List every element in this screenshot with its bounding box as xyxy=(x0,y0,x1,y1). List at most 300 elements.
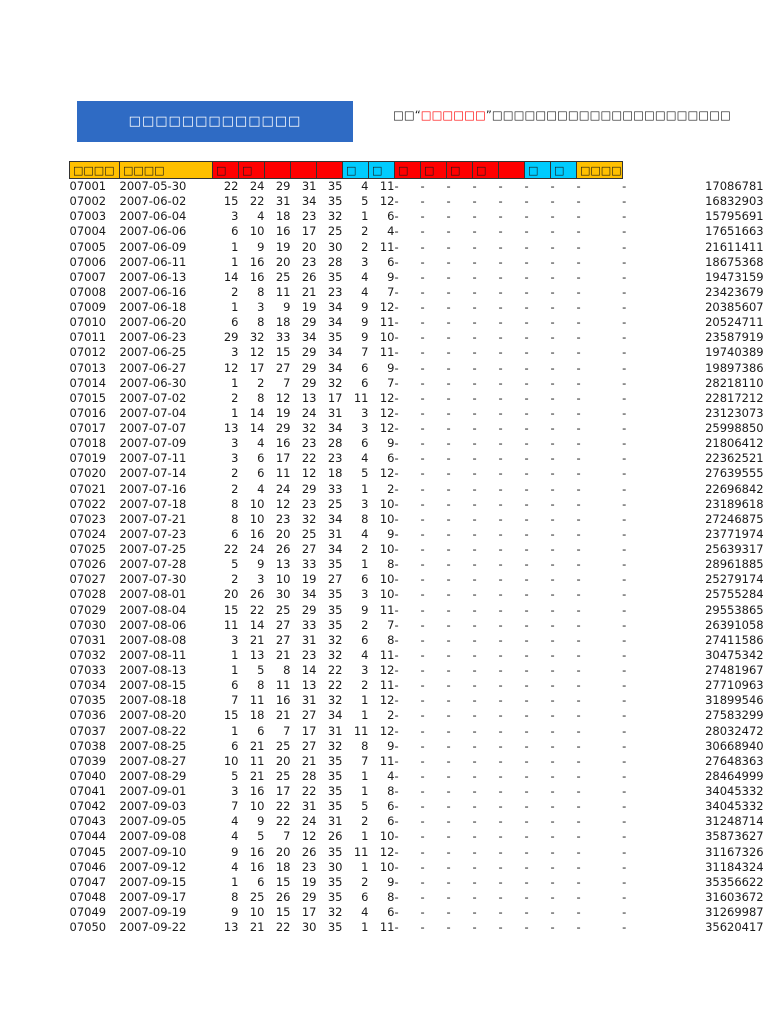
empty-marker-cell: - xyxy=(446,330,451,345)
draw-date-cell: 2007-09-01 xyxy=(119,784,187,799)
empty-marker-cell: - xyxy=(498,511,503,526)
issue-number-cell: 07037 xyxy=(69,723,107,738)
empty-marker-cell: - xyxy=(472,224,477,239)
back-number-cell: 8 xyxy=(361,511,369,526)
back-number-cell: 4 xyxy=(361,269,369,284)
back-number-cell: 1 xyxy=(361,209,369,224)
sales-amount-cell: 27481967 xyxy=(705,663,764,678)
empty-marker-cell: - xyxy=(576,874,581,889)
back-number-cell: 10 xyxy=(379,330,395,345)
header-cell: □ xyxy=(343,162,369,179)
empty-marker-cell: - xyxy=(550,647,555,662)
front-number-cell: 32 xyxy=(327,647,343,662)
empty-marker-cell: - xyxy=(622,693,627,708)
empty-marker-cell: - xyxy=(446,905,451,920)
front-number-cell: 29 xyxy=(223,330,239,345)
empty-marker-cell: - xyxy=(622,421,627,436)
table-row xyxy=(70,194,764,209)
back-number-cell: 3 xyxy=(361,587,369,602)
empty-marker-cell: - xyxy=(576,572,581,587)
issue-number-cell: 07021 xyxy=(69,481,107,496)
empty-marker-cell: - xyxy=(420,421,425,436)
sales-amount-cell: 28218110 xyxy=(705,375,764,390)
empty-marker-cell: - xyxy=(576,224,581,239)
empty-marker-cell: - xyxy=(498,194,503,209)
sales-amount-cell: 22817212 xyxy=(705,390,764,405)
front-number-cell: 17 xyxy=(301,224,317,239)
front-number-cell: 13 xyxy=(223,421,239,436)
sales-amount-cell: 17086781 xyxy=(705,178,764,193)
empty-marker-cell: - xyxy=(498,254,503,269)
empty-marker-cell: - xyxy=(622,224,627,239)
empty-marker-cell: - xyxy=(550,360,555,375)
draw-date-cell: 2007-07-11 xyxy=(119,451,187,466)
sales-amount-cell: 34045332 xyxy=(705,799,764,814)
issue-number-cell: 07026 xyxy=(69,557,107,572)
empty-marker-cell: - xyxy=(498,224,503,239)
sales-amount-cell: 25639317 xyxy=(705,542,764,557)
front-number-cell: 8 xyxy=(283,663,291,678)
empty-marker-cell: - xyxy=(550,799,555,814)
front-number-cell: 24 xyxy=(301,405,317,420)
empty-marker-cell: - xyxy=(524,753,529,768)
empty-marker-cell: - xyxy=(498,889,503,904)
front-number-cell: 31 xyxy=(327,814,343,829)
empty-marker-cell: - xyxy=(622,723,627,738)
empty-marker-cell: - xyxy=(420,330,425,345)
table-row xyxy=(70,648,764,663)
front-number-cell: 13 xyxy=(249,647,265,662)
table-row xyxy=(70,845,764,860)
empty-marker-cell: - xyxy=(524,315,529,330)
front-number-cell: 33 xyxy=(301,617,317,632)
sales-amount-cell: 23189618 xyxy=(705,496,764,511)
back-number-cell: 9 xyxy=(387,738,395,753)
empty-marker-cell: - xyxy=(394,405,399,420)
draw-date-cell: 2007-09-03 xyxy=(119,799,187,814)
back-number-cell: 2 xyxy=(361,239,369,254)
empty-marker-cell: - xyxy=(524,405,529,420)
front-number-cell: 26 xyxy=(275,542,291,557)
sales-amount-cell: 20524711 xyxy=(705,315,764,330)
front-number-cell: 35 xyxy=(327,602,343,617)
back-number-cell: 6 xyxy=(387,799,395,814)
empty-marker-cell: - xyxy=(550,587,555,602)
empty-marker-cell: - xyxy=(394,315,399,330)
back-number-cell: 6 xyxy=(387,814,395,829)
front-number-cell: 23 xyxy=(301,209,317,224)
empty-marker-cell: - xyxy=(498,905,503,920)
front-number-cell: 21 xyxy=(249,920,265,935)
front-number-cell: 1 xyxy=(231,723,239,738)
sales-amount-cell: 27246875 xyxy=(705,511,764,526)
front-number-cell: 4 xyxy=(257,209,265,224)
empty-marker-cell: - xyxy=(622,889,627,904)
empty-marker-cell: - xyxy=(394,678,399,693)
issue-number-cell: 07007 xyxy=(69,269,107,284)
back-number-cell: 9 xyxy=(387,269,395,284)
sales-amount-cell: 29553865 xyxy=(705,602,764,617)
empty-marker-cell: - xyxy=(394,859,399,874)
front-number-cell: 11 xyxy=(275,466,291,481)
table-row xyxy=(70,769,764,784)
empty-marker-cell: - xyxy=(576,194,581,209)
front-number-cell: 21 xyxy=(249,768,265,783)
front-number-cell: 13 xyxy=(275,557,291,572)
empty-marker-cell: - xyxy=(394,224,399,239)
back-number-cell: 1 xyxy=(361,829,369,844)
back-number-cell: 11 xyxy=(379,602,395,617)
sales-amount-cell: 28032472 xyxy=(705,723,764,738)
empty-marker-cell: - xyxy=(498,799,503,814)
empty-marker-cell: - xyxy=(498,693,503,708)
empty-marker-cell: - xyxy=(576,481,581,496)
back-number-cell: 3 xyxy=(361,663,369,678)
front-number-cell: 31 xyxy=(301,179,317,194)
back-number-cell: 2 xyxy=(361,224,369,239)
empty-marker-cell: - xyxy=(550,405,555,420)
sales-amount-cell: 28464999 xyxy=(705,768,764,783)
front-number-cell: 31 xyxy=(327,526,343,541)
empty-marker-cell: - xyxy=(394,874,399,889)
back-number-cell: 3 xyxy=(361,254,369,269)
table-row xyxy=(70,482,764,497)
front-number-cell: 7 xyxy=(231,799,239,814)
empty-marker-cell: - xyxy=(394,889,399,904)
issue-number-cell: 07027 xyxy=(69,572,107,587)
empty-marker-cell: - xyxy=(524,360,529,375)
front-number-cell: 26 xyxy=(249,587,265,602)
issue-number-cell: 07001 xyxy=(69,179,107,194)
draw-date-cell: 2007-06-06 xyxy=(119,224,187,239)
empty-marker-cell: - xyxy=(550,723,555,738)
draw-date-cell: 2007-07-02 xyxy=(119,390,187,405)
front-number-cell: 32 xyxy=(301,511,317,526)
front-number-cell: 9 xyxy=(231,844,239,859)
front-number-cell: 20 xyxy=(275,254,291,269)
empty-marker-cell: - xyxy=(498,542,503,557)
empty-marker-cell: - xyxy=(524,784,529,799)
empty-marker-cell: - xyxy=(420,511,425,526)
back-number-cell: 9 xyxy=(387,526,395,541)
front-number-cell: 12 xyxy=(249,345,265,360)
issue-number-cell: 07039 xyxy=(69,753,107,768)
draw-date-cell: 2007-08-15 xyxy=(119,678,187,693)
draw-date-cell: 2007-06-04 xyxy=(119,209,187,224)
empty-marker-cell: - xyxy=(576,511,581,526)
empty-marker-cell: - xyxy=(446,602,451,617)
front-number-cell: 25 xyxy=(275,768,291,783)
back-number-cell: 2 xyxy=(361,678,369,693)
empty-marker-cell: - xyxy=(550,526,555,541)
header-cell xyxy=(291,162,317,179)
empty-marker-cell: - xyxy=(498,632,503,647)
empty-marker-cell: - xyxy=(622,617,627,632)
sales-amount-cell: 22362521 xyxy=(705,451,764,466)
front-number-cell: 4 xyxy=(257,436,265,451)
issue-number-cell: 07038 xyxy=(69,738,107,753)
table-row xyxy=(70,920,764,935)
query-button[interactable] xyxy=(77,101,353,142)
empty-marker-cell: - xyxy=(472,390,477,405)
back-number-cell: 12 xyxy=(379,466,395,481)
empty-marker-cell: - xyxy=(498,587,503,602)
front-number-cell: 19 xyxy=(275,405,291,420)
front-number-cell: 15 xyxy=(223,708,239,723)
empty-marker-cell: - xyxy=(420,602,425,617)
back-number-cell: 10 xyxy=(379,859,395,874)
empty-marker-cell: - xyxy=(498,496,503,511)
issue-number-cell: 07016 xyxy=(69,405,107,420)
front-number-cell: 22 xyxy=(223,542,239,557)
header-cell: □ xyxy=(395,162,421,179)
empty-marker-cell: - xyxy=(576,542,581,557)
front-number-cell: 19 xyxy=(301,572,317,587)
front-number-cell: 23 xyxy=(301,859,317,874)
empty-marker-cell: - xyxy=(394,768,399,783)
issue-number-cell: 07006 xyxy=(69,254,107,269)
empty-marker-cell: - xyxy=(524,526,529,541)
front-number-cell: 3 xyxy=(231,209,239,224)
front-number-cell: 18 xyxy=(327,466,343,481)
back-number-cell: 6 xyxy=(361,436,369,451)
empty-marker-cell: - xyxy=(622,587,627,602)
sales-amount-cell: 15795691 xyxy=(705,209,764,224)
empty-marker-cell: - xyxy=(394,572,399,587)
front-number-cell: 2 xyxy=(231,572,239,587)
empty-marker-cell: - xyxy=(472,179,477,194)
sales-amount-cell: 35620417 xyxy=(705,920,764,935)
front-number-cell: 3 xyxy=(231,632,239,647)
header-cell: □ xyxy=(421,162,447,179)
table-row xyxy=(70,255,764,270)
empty-marker-cell: - xyxy=(524,224,529,239)
empty-marker-cell: - xyxy=(420,693,425,708)
back-number-cell: 12 xyxy=(379,405,395,420)
empty-marker-cell: - xyxy=(622,466,627,481)
header-cell: □□□□ xyxy=(120,162,213,179)
empty-marker-cell: - xyxy=(472,511,477,526)
front-number-cell: 10 xyxy=(249,511,265,526)
empty-marker-cell: - xyxy=(576,799,581,814)
empty-marker-cell: - xyxy=(394,663,399,678)
front-number-cell: 18 xyxy=(249,708,265,723)
front-number-cell: 20 xyxy=(301,239,317,254)
empty-marker-cell: - xyxy=(550,829,555,844)
empty-marker-cell: - xyxy=(576,632,581,647)
table-row xyxy=(70,451,764,466)
sales-amount-cell: 31899546 xyxy=(705,693,764,708)
front-number-cell: 29 xyxy=(301,889,317,904)
empty-marker-cell: - xyxy=(622,708,627,723)
back-number-cell: 11 xyxy=(379,239,395,254)
empty-marker-cell: - xyxy=(420,345,425,360)
empty-marker-cell: - xyxy=(524,874,529,889)
empty-marker-cell: - xyxy=(524,511,529,526)
empty-marker-cell: - xyxy=(576,466,581,481)
empty-marker-cell: - xyxy=(420,542,425,557)
empty-marker-cell: - xyxy=(472,905,477,920)
empty-marker-cell: - xyxy=(576,496,581,511)
empty-marker-cell: - xyxy=(524,269,529,284)
empty-marker-cell: - xyxy=(394,300,399,315)
back-number-cell: 4 xyxy=(387,224,395,239)
front-number-cell: 16 xyxy=(275,224,291,239)
back-number-cell: 11 xyxy=(379,315,395,330)
draw-date-cell: 2007-07-07 xyxy=(119,421,187,436)
empty-marker-cell: - xyxy=(550,511,555,526)
empty-marker-cell: - xyxy=(550,663,555,678)
front-number-cell: 22 xyxy=(275,814,291,829)
empty-marker-cell: - xyxy=(550,557,555,572)
empty-marker-cell: - xyxy=(394,239,399,254)
back-number-cell: 1 xyxy=(361,481,369,496)
back-number-cell: 5 xyxy=(361,194,369,209)
draw-date-cell: 2007-08-04 xyxy=(119,602,187,617)
note-prefix: □□“ xyxy=(393,108,421,122)
sales-amount-cell: 31269987 xyxy=(705,905,764,920)
front-number-cell: 17 xyxy=(327,390,343,405)
empty-marker-cell: - xyxy=(472,284,477,299)
front-number-cell: 21 xyxy=(249,738,265,753)
front-number-cell: 10 xyxy=(275,572,291,587)
empty-marker-cell: - xyxy=(472,360,477,375)
empty-marker-cell: - xyxy=(420,768,425,783)
front-number-cell: 16 xyxy=(249,784,265,799)
empty-marker-cell: - xyxy=(472,330,477,345)
empty-marker-cell: - xyxy=(498,466,503,481)
front-number-cell: 33 xyxy=(275,330,291,345)
front-number-cell: 8 xyxy=(257,315,265,330)
table-row xyxy=(70,890,764,905)
empty-marker-cell: - xyxy=(524,587,529,602)
empty-marker-cell: - xyxy=(472,647,477,662)
front-number-cell: 16 xyxy=(249,526,265,541)
empty-marker-cell: - xyxy=(394,451,399,466)
draw-date-cell: 2007-09-10 xyxy=(119,844,187,859)
front-number-cell: 34 xyxy=(327,708,343,723)
empty-marker-cell: - xyxy=(446,496,451,511)
empty-marker-cell: - xyxy=(446,481,451,496)
empty-marker-cell: - xyxy=(446,405,451,420)
back-number-cell: 6 xyxy=(387,451,395,466)
front-number-cell: 10 xyxy=(249,224,265,239)
empty-marker-cell: - xyxy=(550,693,555,708)
issue-number-cell: 07020 xyxy=(69,466,107,481)
table-row xyxy=(70,572,764,587)
front-number-cell: 32 xyxy=(301,421,317,436)
front-number-cell: 21 xyxy=(275,647,291,662)
front-number-cell: 13 xyxy=(301,678,317,693)
front-number-cell: 24 xyxy=(249,542,265,557)
front-number-cell: 34 xyxy=(327,421,343,436)
issue-number-cell: 07019 xyxy=(69,451,107,466)
empty-marker-cell: - xyxy=(446,617,451,632)
front-number-cell: 34 xyxy=(327,360,343,375)
note-highlight: □□□□□□ xyxy=(420,108,486,122)
front-number-cell: 6 xyxy=(257,451,265,466)
empty-marker-cell: - xyxy=(498,663,503,678)
front-number-cell: 26 xyxy=(327,829,343,844)
back-number-cell: 2 xyxy=(361,874,369,889)
empty-marker-cell: - xyxy=(498,678,503,693)
empty-marker-cell: - xyxy=(576,708,581,723)
empty-marker-cell: - xyxy=(622,209,627,224)
issue-number-cell: 07017 xyxy=(69,421,107,436)
empty-marker-cell: - xyxy=(576,859,581,874)
issue-number-cell: 07045 xyxy=(69,844,107,859)
empty-marker-cell: - xyxy=(622,375,627,390)
front-number-cell: 8 xyxy=(257,678,265,693)
front-number-cell: 7 xyxy=(283,375,291,390)
empty-marker-cell: - xyxy=(498,284,503,299)
empty-marker-cell: - xyxy=(446,239,451,254)
empty-marker-cell: - xyxy=(524,239,529,254)
front-number-cell: 16 xyxy=(249,254,265,269)
back-number-cell: 4 xyxy=(361,284,369,299)
header-cell: □□□□ xyxy=(70,162,120,179)
empty-marker-cell: - xyxy=(524,421,529,436)
back-number-cell: 12 xyxy=(379,693,395,708)
front-number-cell: 4 xyxy=(231,829,239,844)
back-number-cell: 11 xyxy=(379,647,395,662)
empty-marker-cell: - xyxy=(550,889,555,904)
empty-marker-cell: - xyxy=(524,284,529,299)
empty-marker-cell: - xyxy=(394,647,399,662)
front-number-cell: 12 xyxy=(275,496,291,511)
back-number-cell: 1 xyxy=(361,557,369,572)
empty-marker-cell: - xyxy=(576,300,581,315)
sales-amount-cell: 23123073 xyxy=(705,405,764,420)
empty-marker-cell: - xyxy=(420,405,425,420)
front-number-cell: 18 xyxy=(275,859,291,874)
issue-number-cell: 07030 xyxy=(69,617,107,632)
sales-amount-cell: 23587919 xyxy=(705,330,764,345)
empty-marker-cell: - xyxy=(472,572,477,587)
empty-marker-cell: - xyxy=(472,375,477,390)
empty-marker-cell: - xyxy=(524,663,529,678)
empty-marker-cell: - xyxy=(498,829,503,844)
empty-marker-cell: - xyxy=(420,738,425,753)
empty-marker-cell: - xyxy=(622,768,627,783)
front-number-cell: 22 xyxy=(249,602,265,617)
issue-number-cell: 07043 xyxy=(69,814,107,829)
empty-marker-cell: - xyxy=(576,375,581,390)
sales-amount-cell: 31167326 xyxy=(705,844,764,859)
front-number-cell: 24 xyxy=(275,481,291,496)
front-number-cell: 18 xyxy=(275,209,291,224)
empty-marker-cell: - xyxy=(472,859,477,874)
empty-marker-cell: - xyxy=(576,905,581,920)
issue-number-cell: 07049 xyxy=(69,905,107,920)
front-number-cell: 31 xyxy=(301,799,317,814)
empty-marker-cell: - xyxy=(622,814,627,829)
empty-marker-cell: - xyxy=(420,269,425,284)
back-number-cell: 9 xyxy=(387,436,395,451)
empty-marker-cell: - xyxy=(622,572,627,587)
empty-marker-cell: - xyxy=(394,209,399,224)
front-number-cell: 1 xyxy=(231,663,239,678)
empty-marker-cell: - xyxy=(622,874,627,889)
front-number-cell: 27 xyxy=(275,632,291,647)
empty-marker-cell: - xyxy=(446,632,451,647)
front-number-cell: 25 xyxy=(275,602,291,617)
empty-marker-cell: - xyxy=(524,889,529,904)
draw-date-cell: 2007-06-18 xyxy=(119,300,187,315)
front-number-cell: 23 xyxy=(301,254,317,269)
empty-marker-cell: - xyxy=(524,209,529,224)
empty-marker-cell: - xyxy=(446,315,451,330)
